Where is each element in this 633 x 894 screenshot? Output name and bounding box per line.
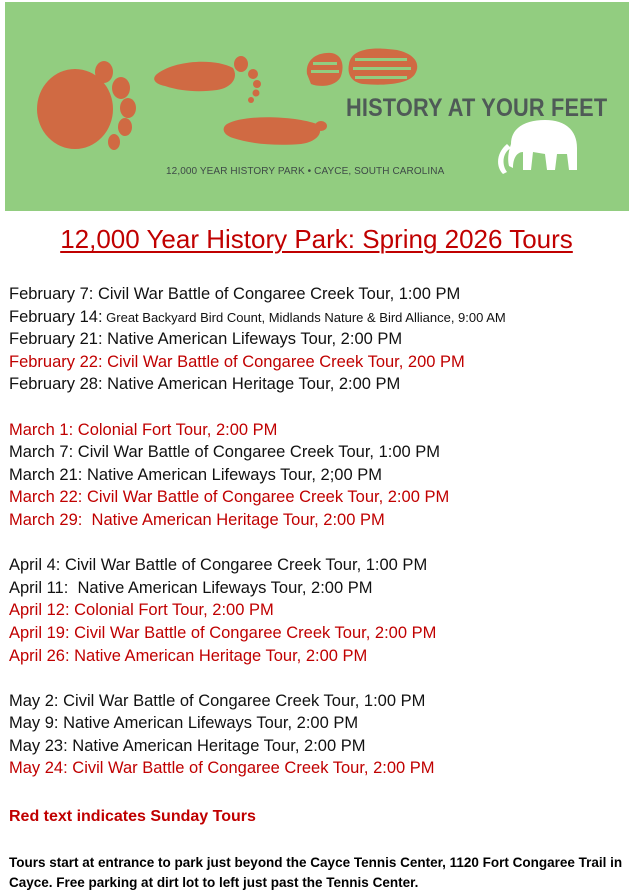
tour-description: Native American Lifeways Tour, 2:00 PM <box>58 714 359 733</box>
tour-line <box>9 464 629 487</box>
tour-description: Civil War Battle of Congaree Creek Tour, 2:00 PM <box>67 759 435 778</box>
month-spacer <box>9 396 629 419</box>
banner-title: HISTORY AT YOUR FEET <box>346 94 608 122</box>
tour-date: April 4: <box>9 556 61 575</box>
tour-date: February 14: <box>9 307 103 326</box>
sunday-legend: Red text indicates Sunday Tours <box>9 808 256 825</box>
tour-line <box>9 509 629 532</box>
tour-date: May 2: <box>9 691 59 710</box>
tour-description: Civil War Battle of Congaree Creek Tour, 200 PM <box>102 352 465 371</box>
tour-description: Colonial Fort Tour, 2:00 PM <box>69 601 274 620</box>
tour-line <box>9 645 629 668</box>
tour-description: Native American Heritage Tour, 2:00 PM <box>82 510 385 529</box>
tour-line <box>9 419 629 442</box>
tour-description: Native American Lifeways Tour, 2:00 PM <box>68 578 373 597</box>
tour-line <box>9 622 629 645</box>
tour-description: Native American Heritage Tour, 2:00 PM <box>102 375 401 394</box>
tour-description: Native American Heritage Tour, 2:00 PM <box>69 646 368 665</box>
tour-date: April 26: <box>9 646 70 665</box>
banner-subtitle: 12,000 YEAR HISTORY PARK • CAYCE, SOUTH CAROLINA <box>166 166 445 177</box>
paw-footprint-icon <box>37 61 136 150</box>
tour-description: Colonial Fort Tour, 2:00 PM <box>73 420 278 439</box>
month-block-march <box>9 419 629 532</box>
tour-date: April 12: <box>9 601 70 620</box>
month-block-april <box>9 554 629 667</box>
header-banner <box>5 2 629 211</box>
tour-description: Native American Heritage Tour, 2:00 PM <box>67 736 366 755</box>
mammoth-icon <box>498 120 577 174</box>
tour-line <box>9 712 629 735</box>
tour-line <box>9 441 629 464</box>
tour-date: February 22: <box>9 352 103 371</box>
location-notes: Tours start at entrance to park just beyond the Cayce Tennis Center, 1120 Fort Congaree Trail in Cayce. Free parking at dirt lot to left just past the Tennis Center. <box>9 855 623 890</box>
tour-line <box>9 577 629 600</box>
tour-date: May 23: <box>9 736 68 755</box>
tour-schedule <box>9 283 629 780</box>
tour-date: March 21: <box>9 465 83 484</box>
page-title: 12,000 Year History Park: Spring 2026 Tours <box>60 224 573 254</box>
tour-line <box>9 306 629 329</box>
month-block-may <box>9 690 629 780</box>
month-block-february <box>9 283 629 396</box>
tour-date: February 7: <box>9 285 94 303</box>
tour-line <box>9 757 629 780</box>
month-spacer <box>9 532 629 555</box>
tour-line <box>9 735 629 758</box>
tour-date: April 19: <box>9 623 70 642</box>
tour-line <box>9 328 629 351</box>
tour-date: February 28: <box>9 375 103 394</box>
tour-description: Civil War Battle of Congaree Creek Tour, 1:00 PM <box>93 285 461 303</box>
bare-footprint-icon-2 <box>224 117 327 145</box>
tour-date: April 11: <box>9 578 69 597</box>
tour-description: Native American Lifeways Tour, 2:00 PM <box>102 330 403 349</box>
tour-date: March 22: <box>9 488 83 507</box>
tour-description: Native American Lifeways Tour, 2;00 PM <box>82 465 382 484</box>
tour-description: Civil War Battle of Congaree Creek Tour, 1:00 PM <box>73 443 441 462</box>
tour-description: Civil War Battle of Congaree Creek Tour, 2:00 PM <box>82 488 450 507</box>
tour-date: March 7: <box>9 443 74 462</box>
tour-description: Civil War Battle of Congaree Creek Tour, 1:00 PM <box>58 691 426 710</box>
tour-line <box>9 351 629 374</box>
tour-date: February 21: <box>9 330 103 349</box>
tour-description: Civil War Battle of Congaree Creek Tour, 2:00 PM <box>69 623 437 642</box>
tour-line <box>9 599 629 622</box>
tour-line <box>9 283 629 306</box>
tour-description: Great Backyard Bird Count, Midlands Nature & Bird Alliance, 9:00 AM <box>102 309 506 325</box>
tour-date: May 24: <box>9 759 68 778</box>
tour-description: Civil War Battle of Congaree Creek Tour, 1:00 PM <box>60 556 428 575</box>
tour-date: May 9: <box>9 714 59 733</box>
tour-line <box>9 690 629 713</box>
tour-date: March 29: <box>9 510 83 529</box>
tour-date: March 1: <box>9 420 74 439</box>
tour-line <box>9 373 629 396</box>
tour-line <box>9 554 629 577</box>
bare-footprint-icon <box>154 56 261 103</box>
month-spacer <box>9 667 629 690</box>
tour-line <box>9 486 629 509</box>
